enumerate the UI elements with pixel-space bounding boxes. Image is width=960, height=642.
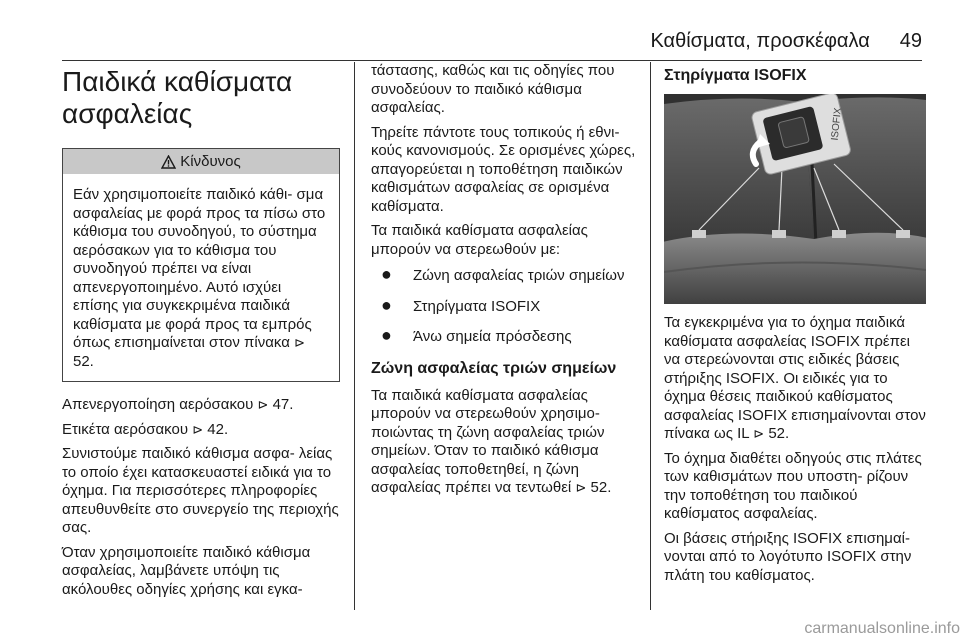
paragraph: [371, 387, 645, 498]
list-item: [371, 296, 645, 317]
page-ref-icon: ⊳: [257, 397, 269, 412]
section-title-line-1: Παιδικά καθίσματα: [62, 66, 293, 97]
warning-body-text: Εάν χρησιμοποιείτε παιδικό κάθι- σμα ασφαλείας με φορά προς τα πίσω στο κάθισμα του συνοδηγού, το σύστημα αερόσακων για το κάθισμα του συνοδηγού πρέπει να είναι απενεργοποιημένο. Αυτό ισχύει επίσης για συγκεκριμένα παιδικά καθίσματα με φορά προς τα εμπρός όπως επισημαίνεται στον πίνακα: [73, 186, 326, 351]
page-header: [650, 30, 922, 53]
warning-box: [62, 148, 340, 382]
watermark: carmanualsonline.info: [804, 620, 960, 637]
paragraph: Όταν χρησιμοποιείτε παιδικό κάθισμα ασφαλείας, λαμβάνετε υπόψη τις ακόλουθες οδηγίες χρήσης και εγκα-: [62, 543, 311, 598]
list-item-text: Στηρίγματα ISOFIX: [413, 297, 541, 315]
page-ref-icon: ⊳: [753, 426, 765, 441]
page-ref: 47.: [272, 396, 294, 413]
paragraph: [62, 421, 340, 440]
subsection-title: Στηρίγματα ISOFIX: [664, 67, 807, 84]
page-ref: 52.: [768, 425, 790, 442]
paragraph: Οι βάσεις στήριξης ISOFIX επισημαί- νονται από το λογότυπο ISOFIX στην πλάτη του καθίσματος.: [664, 529, 912, 584]
bullet-icon: ●: [381, 325, 392, 345]
section-title-line-2: ασφαλείας: [62, 98, 193, 129]
column-3: [664, 62, 926, 591]
page-ref-icon: ⊳: [575, 480, 587, 495]
column-divider: [650, 62, 651, 610]
header-rule: [62, 60, 922, 61]
running-title: Καθίσματα, προσκέφαλα: [650, 30, 870, 52]
paragraph: Συνιστούμε παιδικό κάθισμα ασφα- λείας το οποίο έχει κατασκευαστεί ειδικά για το όχημα. Για περισσότερες πληροφορίες απευθυνθείτε στο συνεργείο της περιοχής σας.: [62, 445, 339, 536]
warning-label: Κίνδυνος: [180, 153, 241, 170]
seat-illustration: [664, 94, 926, 304]
warning-text: [63, 174, 339, 381]
page-ref: 42.: [207, 420, 229, 438]
column-1: [62, 62, 340, 605]
paragraph: [664, 314, 926, 444]
list-item-text: Άνω σημεία πρόσδεσης: [413, 328, 572, 345]
warning-ref: 52.: [73, 352, 94, 370]
column-divider: [354, 62, 355, 610]
section-title: [62, 66, 340, 130]
list-item: [371, 265, 645, 286]
paragraph: τάστασης, καθώς και τις οδηγίες που συνοδεύουν το παιδικό κάθισμα ασφαλείας.: [371, 62, 615, 116]
isofix-illustration: [664, 94, 926, 304]
page-ref-icon: ⊳: [192, 421, 204, 437]
warning-header: [63, 149, 339, 174]
warning-triangle-icon: [161, 155, 176, 169]
paragraph: Το όχημα διαθέτει οδηγούς στις πλάτες των καθισμάτων που υποστη- ρίζουν την τοποθέτηση του παιδικού καθίσματος ασφαλείας.: [664, 449, 922, 522]
paragraph-text: Απενεργοποίηση αερόσακου: [62, 396, 254, 413]
page-ref-icon: ⊳: [294, 335, 305, 350]
column-2: [371, 62, 645, 504]
paragraph-text: Ετικέτα αερόσακου: [62, 420, 189, 438]
page-ref: 52.: [590, 479, 612, 496]
paragraph-text: Τα εγκεκριμένα για το όχημα παιδικά καθίσματα ασφαλείας ISOFIX πρέπει να στερεώνονται στις ειδικές βάσεις στήριξης ISOFIX. Οι ειδικές για το όχημα θέσεις παιδικού καθίσματος ασφαλείας ISOFIX επισημαίνονται στον πίνακα ως IL: [664, 314, 926, 442]
subsection-title: Ζώνη ασφαλείας τριών σημείων: [371, 359, 617, 377]
paragraph: Τα παιδικά καθίσματα ασφαλείας μπορούν να στερεωθούν με:: [371, 222, 588, 258]
paragraph: Τηρείτε πάντοτε τους τοπικούς ή εθνι- κούς κανονισμούς. Σε ορισμένες χώρες, απαγορεύεται η τοποθέτηση παιδικών καθισμάτων ασφαλείας σε ορισμένα καθίσματα.: [371, 123, 636, 215]
list-item-text: Ζώνη ασφαλείας τριών σημείων: [413, 267, 625, 284]
bullet-list: [371, 265, 645, 347]
page-number: 49: [899, 30, 922, 52]
paragraph-text: Τα παιδικά καθίσματα ασφαλείας μπορούν να στερεωθούν χρησιμο- ποιώντας τη ζώνη ασφαλείας τριών σημείων. Όταν το παιδικό κάθισμα ασφαλείας τοποθετηθεί, η ζώνη ασφαλείας πρέπει να τεντωθεί: [371, 386, 605, 496]
bullet-icon: ●: [381, 264, 392, 284]
paragraph: [62, 396, 340, 415]
list-item: [371, 326, 645, 347]
isofix-label: ISOFIX: [829, 107, 844, 142]
bullet-icon: ●: [381, 294, 392, 315]
